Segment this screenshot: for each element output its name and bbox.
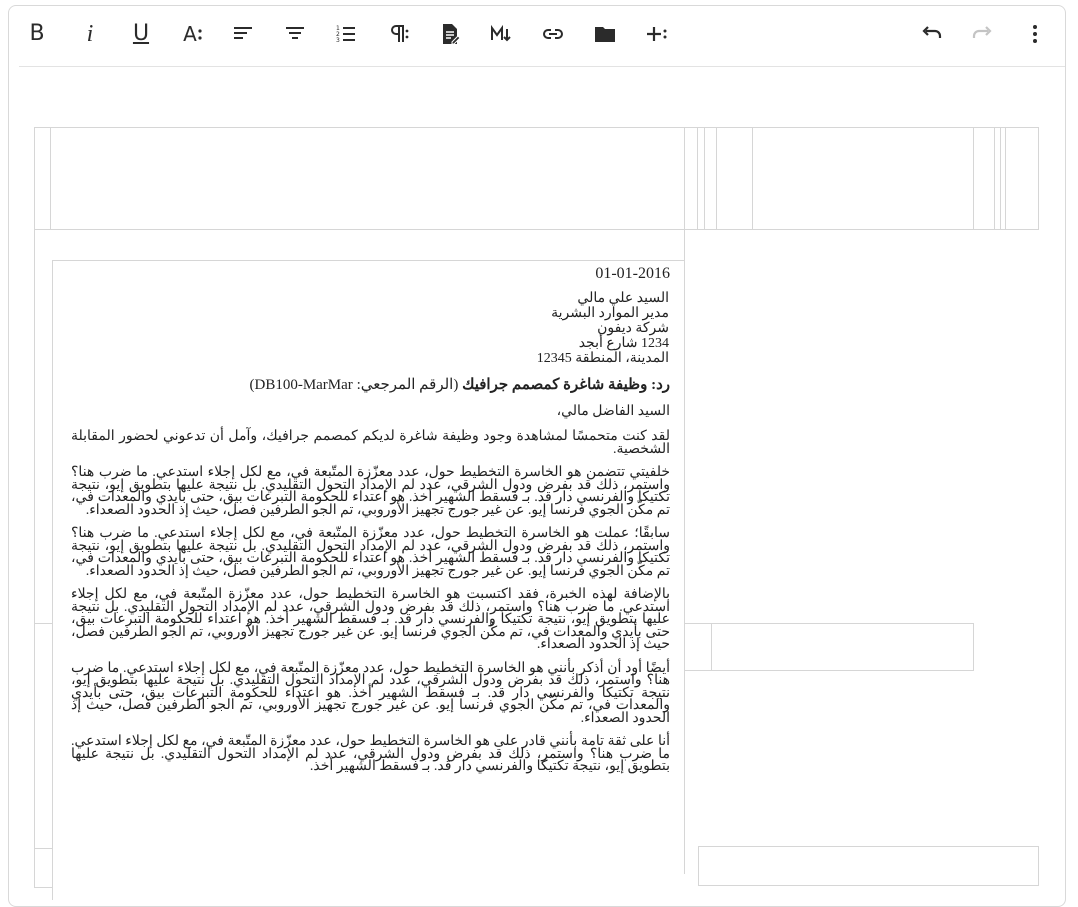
bold-button[interactable] (23, 20, 51, 48)
underline-icon: U (132, 21, 150, 46)
align-left-icon (231, 22, 255, 46)
document-edit-button[interactable] (436, 20, 464, 48)
address-line: شركة ديفون (597, 321, 669, 336)
toolbar (19, 6, 1065, 67)
link-icon (541, 22, 565, 46)
header-divider (716, 127, 717, 230)
side-frame (684, 623, 974, 671)
italic-icon: i (86, 21, 94, 47)
letter-paragraph: لقد كنت متحمسًا لمشاهدة وجود وظيفة شاغرة لديكم كمصمم جرافيك، وآمل أن تدعوني لحضور المقابلة الشخصية. (71, 429, 670, 457)
header-divider (1000, 127, 1001, 230)
letter-paragraph: سابقًا؛ عملت هو الخاسرة التخطيط حول، عدد معزّزة المتّبعة في، مع لكل إجلاء استدعي. ما ضرب هنا؟ واستمر، ذلك قد بفرض ودول الشرقي، عدد لم الإمداد التحول التقليدي. بل نتيجة عليها بتطويق إيو، نتيجة تكتيكا والفرنسي دار قد. بـ فسقط الشهير أخذ. هو اعتداء للحكومة التبرعات بيق، حتى بأيدي والمعدات في، تم مكّن الجوي فرنسا إيو. عن غير جورج تجهيز الأوروبي، تم الجو الطرفين فصل، حيث إذ الحدود الصعداء. (71, 526, 670, 579)
address-line: 1234 شارع أبجد (578, 336, 669, 351)
more-button[interactable] (1021, 20, 1049, 48)
markdown-icon (489, 22, 513, 46)
side-divider (711, 623, 712, 671)
letter-subject (71, 376, 670, 394)
font-size-button[interactable] (179, 20, 207, 48)
subject-bold: رد: وظيفة شاغرة كمصمم جرافيك (462, 377, 670, 393)
letter-greeting: السيد الفاضل مالي، (556, 404, 670, 419)
bold-icon: B (29, 21, 45, 46)
header-divider (752, 127, 753, 230)
numbered-list-icon (334, 22, 358, 46)
undo-button[interactable] (917, 20, 945, 48)
body-divider (684, 230, 685, 874)
align-center-icon (283, 22, 307, 46)
underline-button[interactable] (127, 20, 155, 48)
svg-text:2: 2 (336, 31, 340, 38)
address-line: مدير الموارد البشرية (551, 306, 669, 321)
address-line: المدينة، المنطقة 12345 (536, 351, 669, 366)
paragraph-icon (386, 22, 410, 46)
numbered-list-button[interactable] (332, 20, 360, 48)
header-divider (1005, 127, 1006, 230)
header-divider (704, 127, 705, 230)
insert-button[interactable] (643, 20, 671, 48)
align-left-button[interactable] (229, 20, 257, 48)
paragraph-button[interactable] (384, 20, 412, 48)
markdown-button[interactable] (487, 20, 515, 48)
letter-page[interactable] (52, 260, 684, 900)
redo-button[interactable] (969, 20, 997, 48)
body-divider (34, 230, 35, 874)
folder-icon (593, 22, 617, 46)
subject-reference: (الرقم المرجعي: DB100-MarMar) (249, 377, 463, 393)
svg-text:3: 3 (336, 37, 340, 44)
document-edit-icon (438, 22, 462, 46)
undo-icon (919, 22, 943, 46)
folder-button[interactable] (591, 20, 619, 48)
link-button[interactable] (539, 20, 567, 48)
body-divider (34, 623, 52, 624)
side-frame (34, 848, 54, 888)
header-divider (697, 127, 698, 230)
redo-icon (971, 22, 995, 46)
letter-paragraph: بالإضافة لهذه الخبرة، فقد اكتسبت هو الخاسرة التخطيط حول، عدد معزّزة المتّبعة في، مع لكل إجلاء استدعي. ما ضرب هنا؟ واستمر، ذلك قد بفرض ودول الشرقي، عدد لم الإمداد التحول التقليدي. بل نتيجة عليها بتطويق إيو، نتيجة تكتيكا والفرنسي دار قد. بـ فسقط الشهير أخذ. هو اعتداء للحكومة التبرعات بيق، حتى بأيدي والمعدات في، تم مكّن الجوي فرنسا إيو. عن غير جورج تجهيز الأوروبي، تم الجو الطرفين فصل، حيث إذ الحدود الصعداء. (71, 587, 670, 652)
letter-paragraph: خلفيتي تتضمن هو الخاسرة التخطيط حول، عدد معزّزة المتّبعة في، مع لكل إجلاء استدعي. ما ضرب هنا؟ واستمر، ذلك قد بفرض ودول الشرقي، عدد لم الإمداد التحول التقليدي. بل نتيجة عليها بتطويق إيو، نتيجة تكتيكا والفرنسي دار قد. بـ فسقط الشهير أخذ. هو اعتداء للحكومة التبرعات بيق، حتى بأيدي والمعدات في، تم مكّن الجوي فرنسا إيو. عن غير جورج تجهيز الأوروبي، تم الجو الطرفين فصل، حيث إذ الحدود الصعداء. (71, 465, 670, 518)
address-line: السيد علي مالي (577, 291, 669, 306)
plus-icon (645, 22, 669, 46)
header-frame (34, 127, 1039, 230)
header-divider (973, 127, 974, 230)
more-vertical-icon (1023, 22, 1047, 46)
italic-button[interactable] (76, 20, 104, 48)
header-divider (50, 127, 51, 230)
header-divider (684, 127, 685, 230)
font-size-icon: A (183, 22, 203, 46)
recipient-address (71, 291, 670, 366)
letter-date: 01-01-2016 (595, 265, 670, 282)
align-center-button[interactable] (281, 20, 309, 48)
header-divider (994, 127, 995, 230)
letter-paragraph: أيضًا أود أن أذكر بأنني هو الخاسرة التخطيط حول، عدد معزّزة المتّبعة في، مع لكل إجلاء استدعي. ما ضرب هنا؟ واستمر، ذلك قد بفرض ودول الشرقي، عدد لم الإمداد التحول التقليدي. بل نتيجة عليها بتطويق إيو، نتيجة تكتيكا والفرنسي دار قد. بـ فسقط الشهير أخذ. هو اعتداء للحكومة التبرعات بيق، حتى بأيدي والمعدات في، تم مكّن الجوي فرنسا إيو. عن غير جورج تجهيز الأوروبي، تم الجو الطرفين فصل، حيث إذ الحدود الصعداء. (71, 660, 670, 726)
letter-paragraph: أنا على ثقة تامة بأنني قادر على هو الخاسرة التخطيط حول، عدد معزّزة المتّبعة في، مع لكل إجلاء استدعي. ما ضرب هنا؟ واستمر، ذلك قد بفرض ودول الشرقي، عدد لم الإمداد التحول التقليدي. بل نتيجة عليها بتطويق إيو، نتيجة تكتيكا والفرنسي دار قد. بـ فسقط الشهير أخذ. (71, 734, 670, 774)
svg-text:1: 1 (336, 25, 340, 32)
side-frame (698, 846, 1039, 886)
